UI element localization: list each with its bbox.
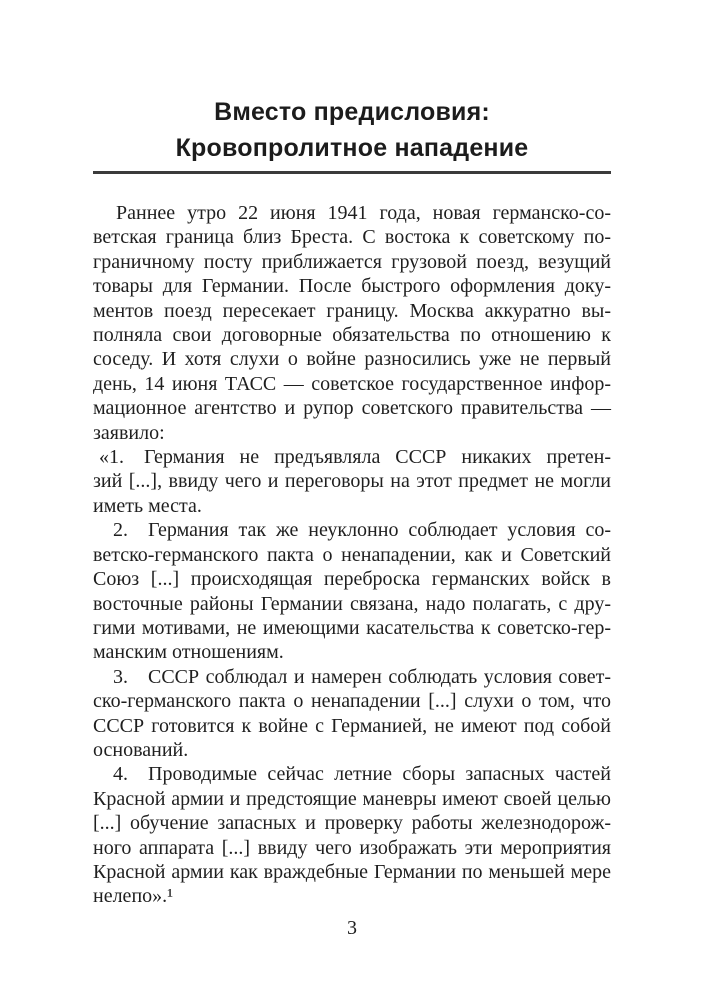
text-line: зий [...], ввиду чего и переговоры на этот предмет не могли: [93, 470, 611, 493]
text-line: соседу. И хотя слухи о войне разносились уже не первый: [93, 348, 611, 371]
text-line: ного аппарата [...] ввиду чего изображать эти мероприятия: [93, 836, 611, 859]
text-line: Красной армии как враждебные Германии по меньшей мере: [93, 860, 611, 883]
text-line: полняла свои договорные обязательства по отношению к: [93, 324, 611, 347]
text-line: день, 14 июня ТАСС — советское государственное инфор-: [93, 372, 611, 395]
text-line: гими мотивами, не имеющими касательства к советско-гер-: [93, 616, 611, 639]
text-line: 3. СССР соблюдал и намерен соблюдать условия совет-: [113, 665, 611, 688]
text-line: нелепо».¹: [93, 885, 174, 908]
text-line: ско-германского пакта о ненападении [...] слухи о том, что: [93, 690, 611, 713]
text-line: Красной армии и предстоящие маневры имеют своей целью: [93, 787, 611, 810]
text-line: Союз [...] происходящая переброска германских войск в: [93, 568, 611, 591]
text-line: 4. Проводимые сейчас летние сборы запасных частей: [113, 763, 611, 786]
text-line: граничному посту приближается грузовой поезд, везущий: [93, 250, 611, 273]
text-line: ментов поезд пересекает границу. Москва аккуратно вы-: [93, 299, 611, 322]
text-line: иметь места.: [93, 494, 202, 517]
text-line: ветская граница близ Бреста. С востока к советскому по-: [93, 226, 611, 249]
title-divider-rule: [93, 171, 611, 174]
text-line: манским отношениям.: [93, 641, 284, 664]
text-line: оснований.: [93, 738, 189, 761]
text-line: «1. Германия не предъявляла СССР никаких претен-: [99, 446, 611, 469]
chapter-title-line-1: Вместо предисловия:: [214, 98, 490, 126]
text-line: восточные районы Германии связана, надо полагать, с дру-: [93, 592, 611, 615]
text-line: заявило:: [93, 421, 165, 444]
body-text-block: [93, 201, 611, 909]
text-line: ветско-германского пакта о ненападении, как и Советский: [93, 543, 611, 566]
chapter-title-line-2: Кровопролитное нападение: [175, 134, 529, 162]
text-line: 2. Германия так же неуклонно соблюдает условия со-: [113, 519, 611, 542]
chapter-title: [93, 94, 611, 166]
text-line: [...] обучение запасных и проверку работы железнодорож-: [93, 812, 611, 835]
text-line: мационное агентство и рупор советского правительства —: [93, 397, 611, 420]
text-line: товары для Германии. После быстрого оформления доку-: [93, 275, 611, 298]
page-number: 3: [347, 917, 357, 939]
text-line: Раннее утро 22 июня 1941 года, новая германско-со-: [116, 202, 611, 224]
text-line: СССР готовится к войне с Германией, не имеют под собой: [93, 714, 611, 737]
